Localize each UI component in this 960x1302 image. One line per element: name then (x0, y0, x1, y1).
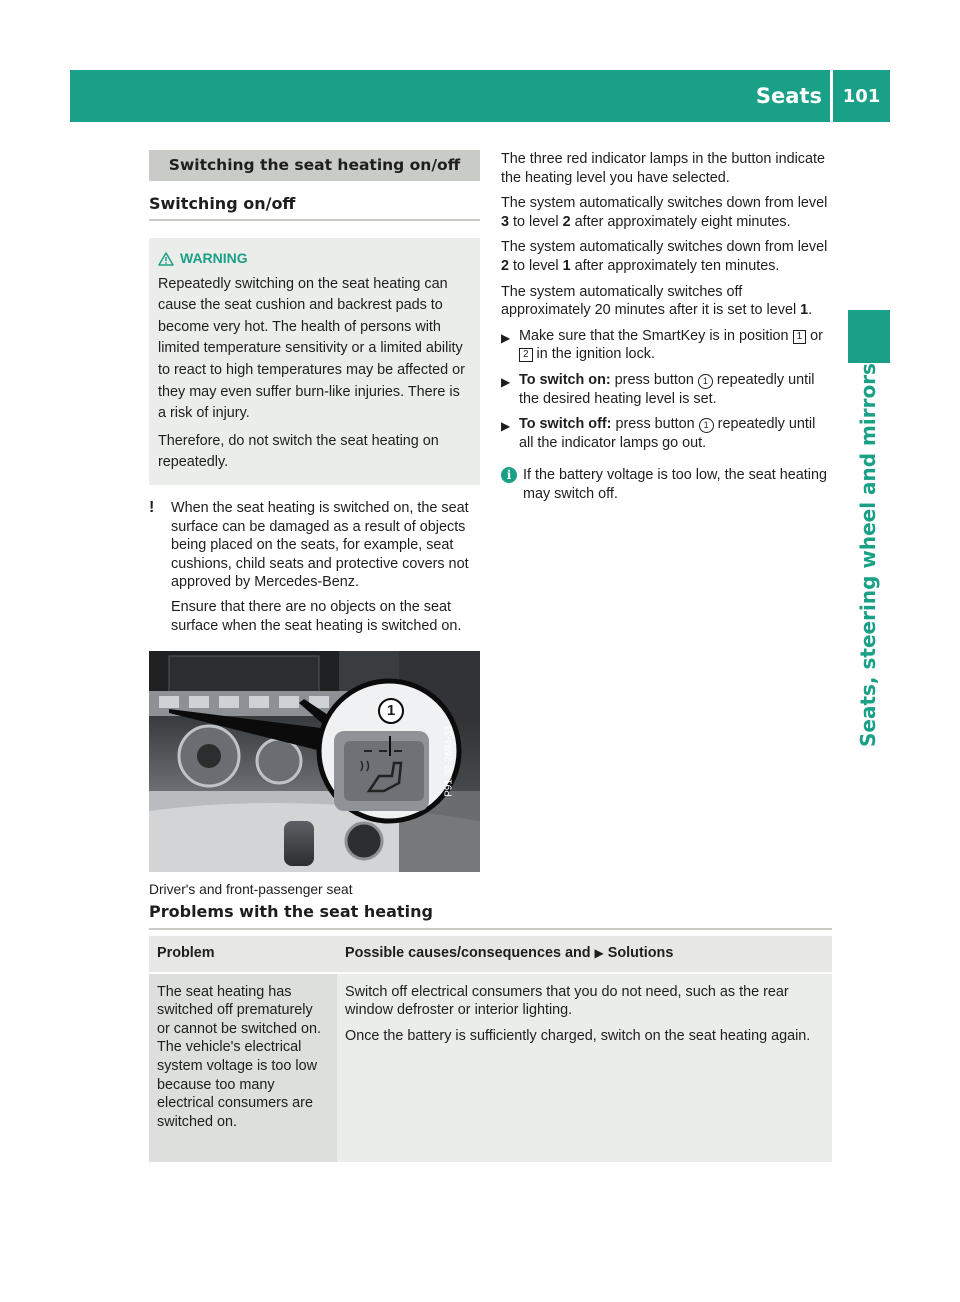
col-solutions-header: Possible causes/consequences and ▶ Solutions (337, 936, 832, 973)
level-2-to-1-text: The system automatically switches down from level 2 to level 1 after approximately ten minutes. (501, 239, 828, 274)
table-header-row (149, 936, 832, 973)
dashboard-illustration (149, 651, 480, 872)
figure-id (444, 706, 455, 816)
right-column (501, 150, 832, 504)
callout-number: 1 (386, 702, 396, 720)
warning-text-2: Therefore, do not switch the seat heating on repeatedly. (158, 432, 439, 471)
figure-caption: Driver's and front-passenger seat (149, 882, 353, 898)
note-text-2: Ensure that there are no objects on the seat surface when the seat heating is switched on. (171, 598, 462, 634)
arrow-icon: ▶ (594, 946, 604, 960)
arrow-icon: ▶ (501, 419, 511, 434)
page-number: 101 (842, 86, 881, 107)
col-problem-header: Problem (149, 936, 337, 973)
warning-text-1: Repeatedly switching on the seat heating can cause the seat cushion and backrest pads to become very hot. The health of persons with limited temperature sensitivity or a limited ability to react to high temperatures may be affected or they may even suffer burn-like injuries. There is a risk of injury. (158, 275, 465, 422)
warning-label: WARNING (180, 250, 248, 266)
warning-box (149, 238, 480, 485)
problems-heading: Problems with the seat heating (149, 902, 832, 930)
indicator-lamps-text: The three red indicator lamps in the button indicate the heating level you have selected. (501, 151, 825, 186)
step-switch-off: ▶ To switch off: press button 1 repeatedly until all the indicator lamps go out. (501, 416, 816, 451)
side-tab-marker (848, 310, 890, 363)
left-column (149, 150, 480, 897)
problem-cell: The seat heating has switched off prematurely or cannot be switched on. The vehicle's electrical system voltage is too low because too many electrical consumers are switched on. (149, 973, 337, 1162)
damage-note (149, 499, 480, 635)
key-position-2: 2 (519, 348, 533, 362)
solution-cell (337, 973, 832, 1162)
header-bar (70, 70, 890, 122)
side-tab-text: Seats, steering wheel and mirrors (856, 363, 880, 747)
warning-title (158, 248, 471, 270)
level-3-to-2-text: The system automatically switches down from level 3 to level 2 after approximately eight minutes. (501, 195, 828, 230)
info-note (501, 466, 832, 503)
info-text: If the battery voltage is too low, the seat heating may switch off. (523, 467, 827, 502)
table-row (149, 973, 832, 1162)
callout-1-icon: 1 (699, 418, 714, 433)
callout-marker (378, 698, 404, 724)
subheading-switching: Switching on/off (149, 194, 480, 221)
step-switch-on: ▶ To switch on: press button 1 repeatedly until the desired heating level is set. (501, 371, 815, 407)
section-title: Switching the seat heating on/off (149, 150, 480, 181)
arrow-icon: ▶ (501, 374, 511, 389)
arrow-icon: ▶ (501, 330, 511, 345)
auto-off-text: The system automatically switches off approximately 20 minutes after it is set to level 1. (501, 283, 813, 319)
step-smartkey: ▶ Make sure that the SmartKey is in position 1 or 2 in the ignition lock. (501, 327, 823, 363)
solution-text-2: Once the battery is sufficiently charged, switch on the seat heating again. (345, 1027, 811, 1044)
info-icon: i (501, 467, 517, 483)
figure-id-text: P91.30-2694-31 (443, 725, 455, 797)
problems-table (149, 936, 832, 1162)
key-position-1: 1 (793, 330, 807, 344)
solution-text-1: Switch off electrical consumers that you do not need, such as the rear window defroster or interior lighting. (345, 983, 789, 1019)
warning-triangle-icon (158, 252, 174, 266)
note-text-1: When the seat heating is switched on, the seat surface can be damaged as a result of objects being placed on the seats, for example, seat cushions, child seats and protective covers not approved by Mercedes-Benz. (171, 499, 469, 591)
exclamation-icon: ! (149, 498, 155, 516)
callout-1-icon: 1 (698, 374, 713, 389)
header-section-title: Seats (755, 84, 822, 108)
seat-heating-button-photo (149, 651, 480, 872)
side-tab-label (846, 363, 890, 747)
